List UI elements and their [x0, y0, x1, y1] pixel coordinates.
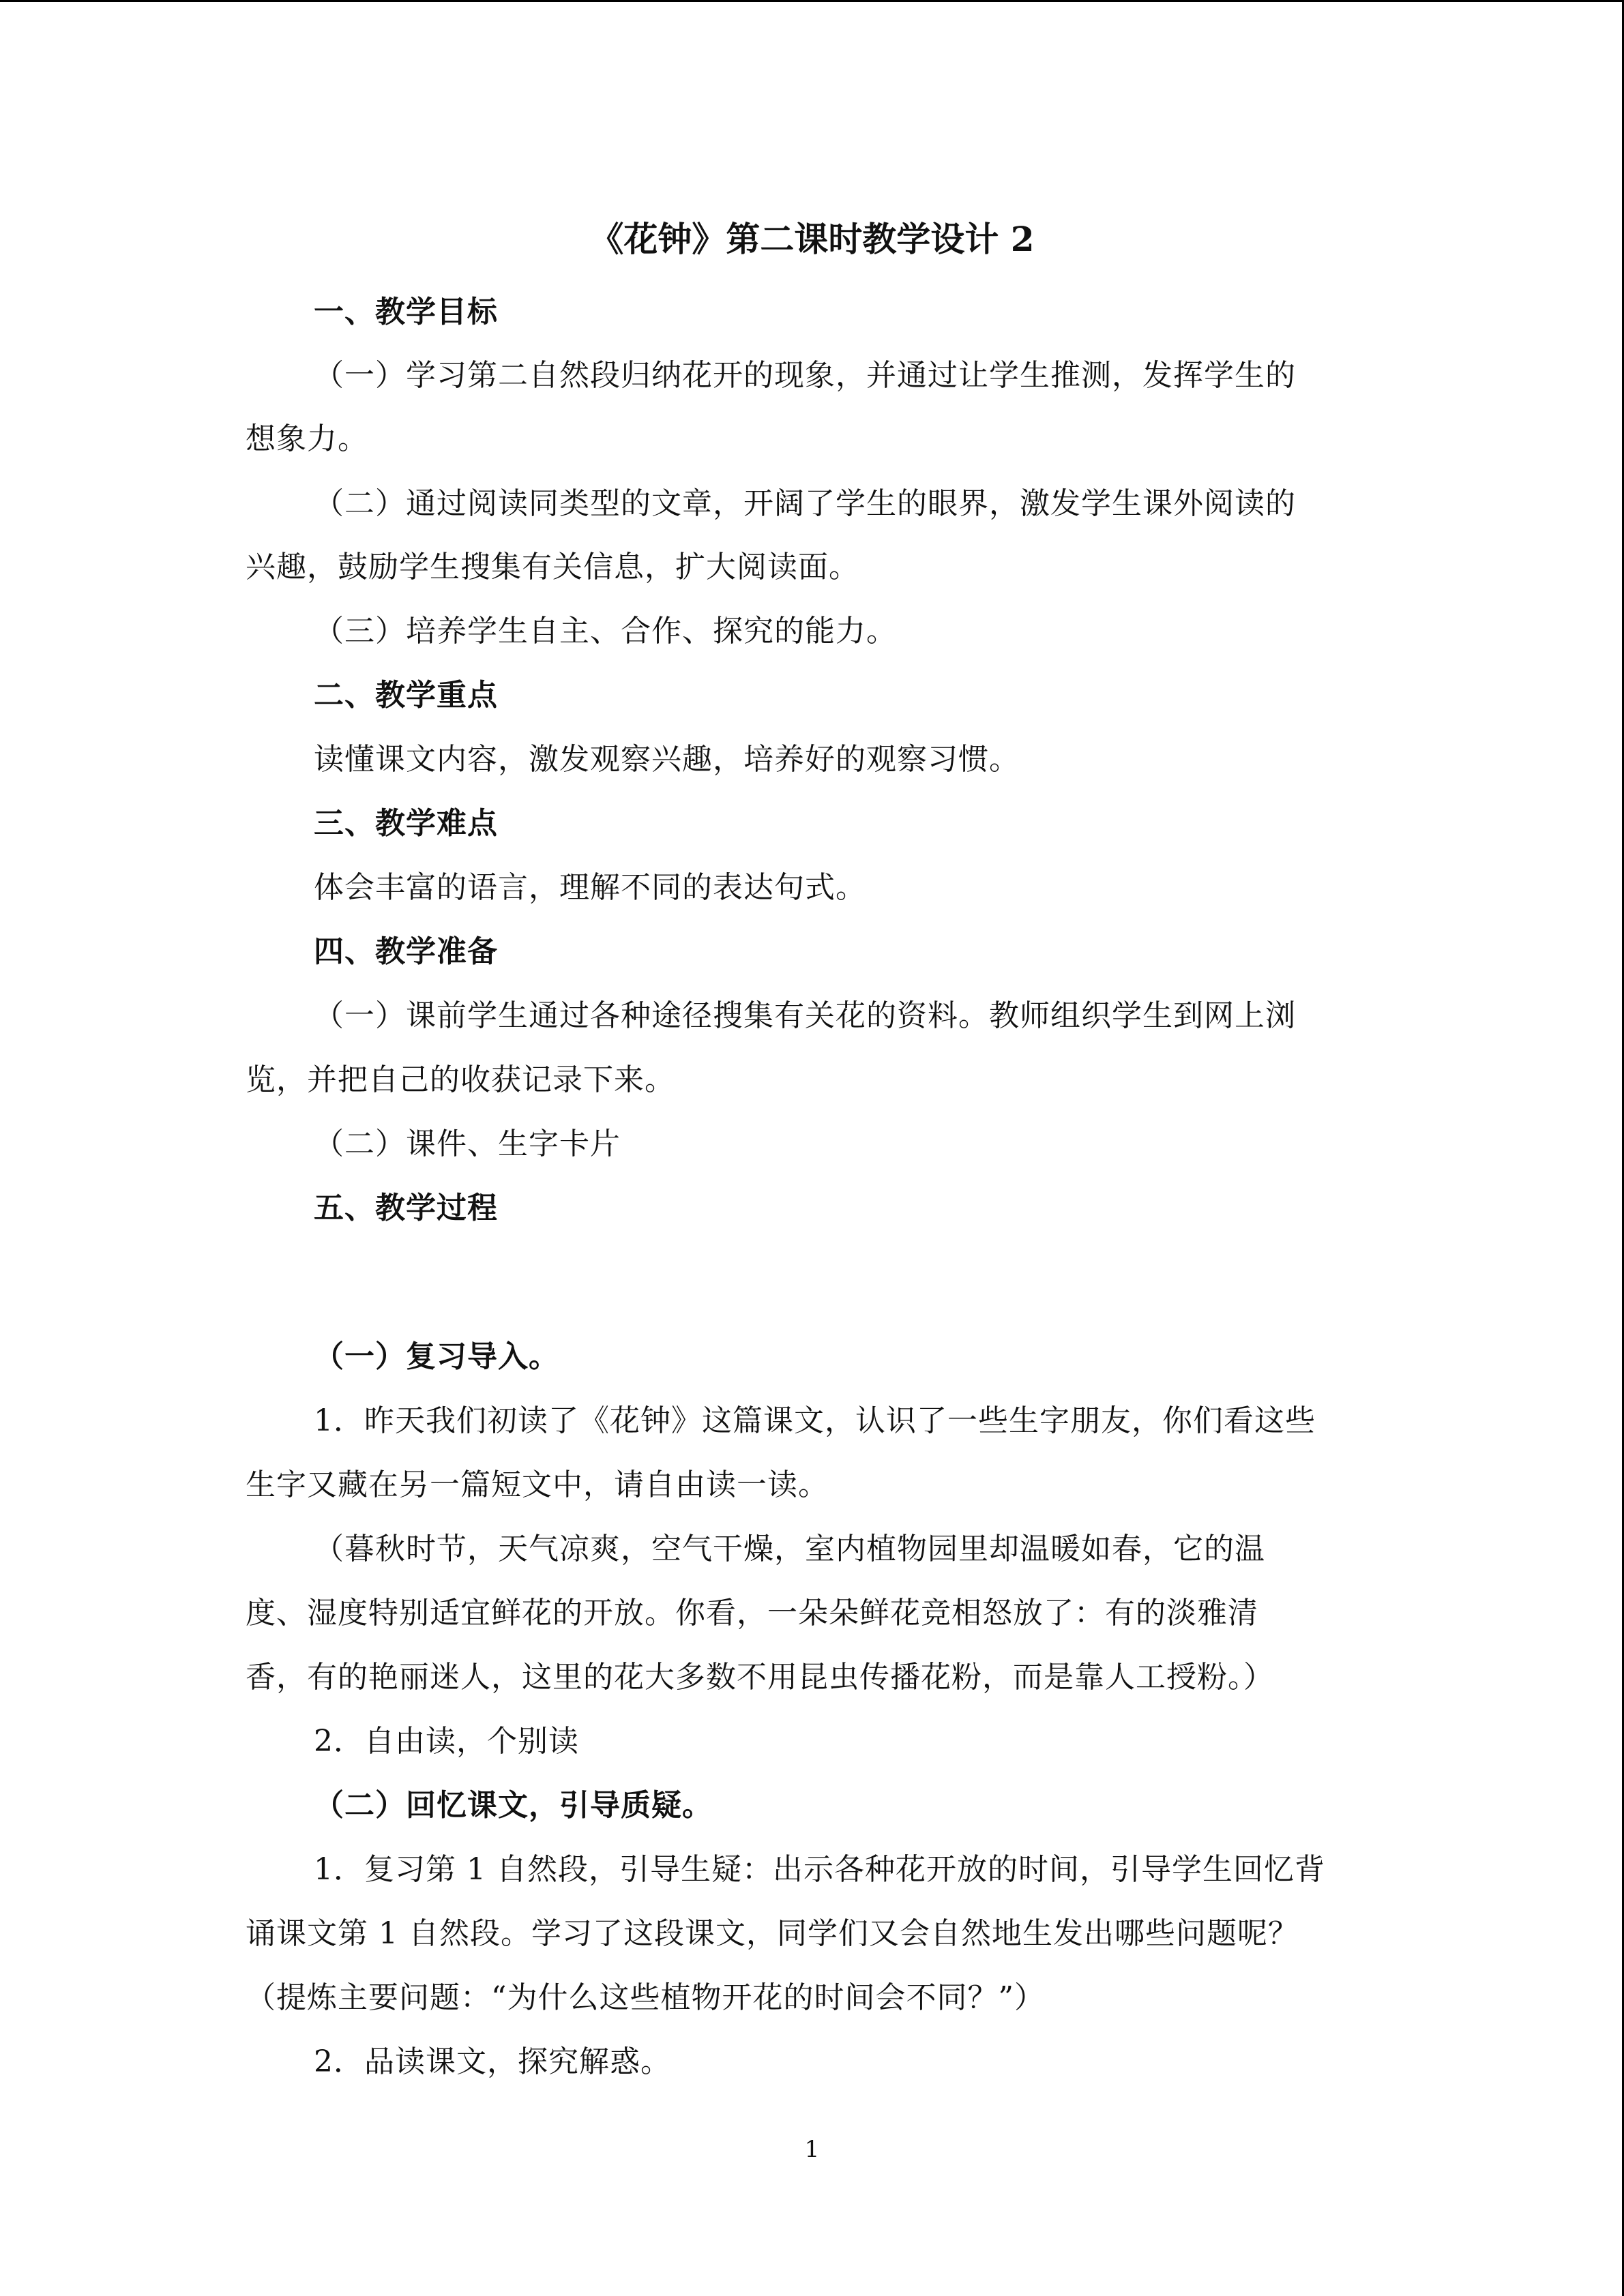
heading-teaching-goals: 一、教学目标	[314, 295, 498, 329]
paragraph-line: 想象力。	[246, 421, 368, 456]
paragraph-line: 兴趣，鼓励学生搜集有关信息，扩大阅读面。	[246, 550, 859, 584]
paragraph-line: 读懂课文内容，激发观察兴趣，培养好的观察习惯。	[314, 742, 1020, 777]
paragraph-line: （一）课前学生通过各种途径搜集有关花的资料。教师组织学生到网上浏	[314, 998, 1296, 1033]
subheading-recall: （二）回忆课文，引导质疑。	[314, 1788, 713, 1823]
paragraph-line: 生字又藏在另一篇短文中，请自由读一读。	[246, 1467, 829, 1502]
paragraph-line: （暮秋时节，天气凉爽，空气干燥，室内植物园里却温暖如春，它的温	[314, 1532, 1265, 1566]
paragraph-line: （二）通过阅读同类型的文章，开阔了学生的眼界，激发学生课外阅读的	[314, 486, 1296, 521]
paragraph-line: 1．复习第 1 自然段，引导生疑：出示各种花开放的时间，引导学生回忆背	[314, 1852, 1325, 1887]
paragraph-line: （二）课件、生字卡片	[314, 1127, 621, 1161]
paragraph-line: 2．自由读，个别读	[314, 1724, 579, 1759]
page-number: 1	[804, 2136, 820, 2163]
paragraph-line: （提炼主要问题：“为什么这些植物开花的时间会不同？”）	[246, 1980, 1045, 2015]
paragraph-line: 2．品读课文，探究解惑。	[314, 2044, 671, 2079]
paragraph-line: 度、湿度特别适宜鲜花的开放。你看，一朵朵鲜花竞相怒放了：有的淡雅清	[246, 1596, 1258, 1630]
document-title: 《花钟》第二课时教学设计 2	[589, 219, 1035, 259]
subheading-review: （一）复习导入。	[314, 1339, 559, 1374]
paragraph-line: （三）培养学生自主、合作、探究的能力。	[314, 614, 897, 648]
heading-difficulties: 三、教学难点	[314, 806, 498, 841]
paragraph-line: 览，并把自己的收获记录下来。	[246, 1062, 675, 1097]
paragraph-line: 诵课文第 1 自然段。学习了这段课文，同学们又会自然地生发出哪些问题呢？	[246, 1916, 1299, 1951]
heading-process: 五、教学过程	[314, 1191, 498, 1225]
paragraph-line: 1．昨天我们初读了《花钟》这篇课文，认识了一些生字朋友，你们看这些	[314, 1403, 1316, 1438]
paragraph-line: 体会丰富的语言，理解不同的表达句式。	[314, 870, 866, 905]
heading-key-points: 二、教学重点	[314, 678, 498, 713]
paragraph-line: （一）学习第二自然段归纳花开的现象，并通过让学生推测，发挥学生的	[314, 358, 1296, 393]
paragraph-line: 香，有的艳丽迷人，这里的花大多数不用昆虫传播花粉，而是靠人工授粉。）	[246, 1660, 1274, 1695]
heading-preparation: 四、教学准备	[314, 934, 498, 969]
